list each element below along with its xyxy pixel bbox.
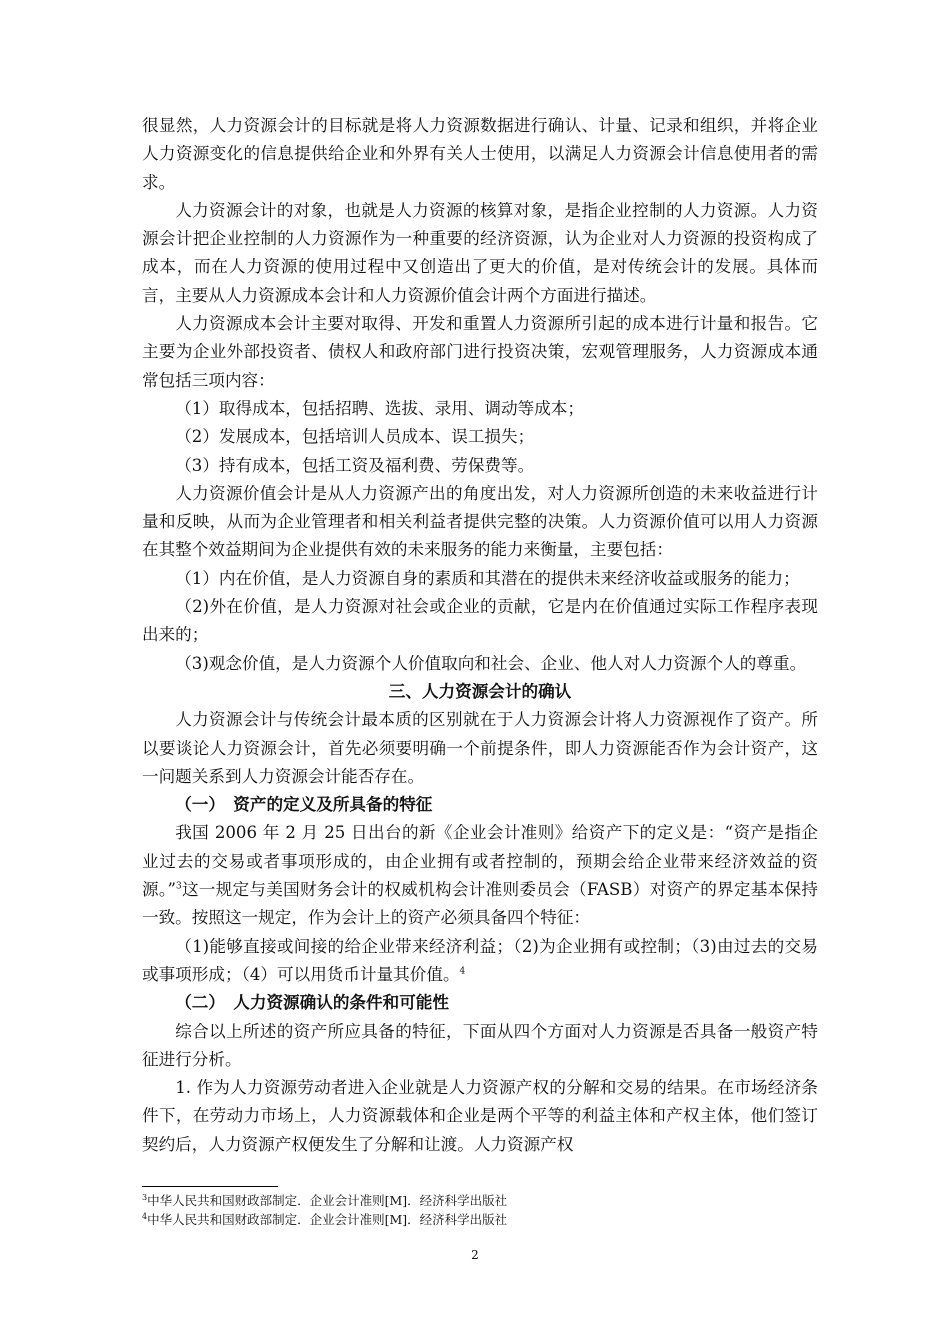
list-item-value-3: （3)观念价值，是人力资源个人价值取向和社会、企业、他人对人力资源个人的尊重。 bbox=[175, 653, 807, 673]
section-heading-recognition: 三、人力资源会计的确认 bbox=[388, 681, 572, 701]
list-item-cost-3: （3）持有成本，包括工资及福利费、劳保费等。 bbox=[175, 455, 535, 475]
asset-features-text: （1)能够直接或间接的给企业带来经济利益；（2)为企业拥有或控制；（3)由过去的交易或事项形成；（4）可以用货币计量其价值。 bbox=[142, 936, 818, 984]
footnote-text: 中华人民共和国财政部制定．企业会计准则[M]．经济科学出版社 bbox=[147, 1193, 508, 1208]
list-item-value-1: （1）内在价值，是人力资源自身的素质和其潜在的提供未来经济收益或服务的能力； bbox=[175, 568, 800, 588]
footnotes bbox=[142, 1191, 818, 1229]
list-item-cost-1: （1）取得成本，包括招聘、选拔、录用、调动等成本； bbox=[175, 398, 584, 418]
footnote-separator bbox=[142, 1186, 278, 1187]
paragraph-asset-features bbox=[142, 933, 818, 990]
paragraph-objective: 很显然，人力资源会计的目标就是将人力资源数据进行确认、计量、记录和组织，并将企业人力资源变化的信息提供给企业和外界有关人士使用，以满足人力资源会计信息使用者的需求。 bbox=[142, 116, 818, 192]
document-body bbox=[142, 112, 818, 1159]
asset-definition-text: 我国 2006 年 2 月 25 日出台的新《企业会计准则》给资产下的定义是：“资产是指企业过去的交易或者事项形成的，由企业拥有或者控制的，预期会给企业带来经济效益的资源。” bbox=[142, 823, 818, 900]
paragraph-analysis-1: 1. 作为人力资源劳动者进入企业就是人力资源产权的分解和交易的结果。在市场经济条件下，在劳动力市场上，人力资源载体和企业是两个平等的利益主体和产权主体，他们签订契约后，人力资源产权便发生了分解和让渡。人力资源产权 bbox=[142, 1078, 818, 1154]
subsection-heading-recognition-conditions: （二） 人力资源确认的条件和可能性 bbox=[175, 993, 449, 1013]
footnote-ref-4[interactable]: 4 bbox=[459, 966, 466, 977]
subsection-heading-asset-definition: （一） 资产的定义及所具备的特征 bbox=[175, 795, 433, 815]
paragraph-recognition-intro: 人力资源会计与传统会计最本质的区别就在于人力资源会计将人力资源视作了资产。所以要谈论人力资源会计，首先必须要明确一个前提条件，即人力资源能否作为会计资产，这一问题关系到人力资源会计能否存在。 bbox=[142, 710, 818, 786]
asset-definition-text-cont: 这一规定与美国财务会计的权威机构会计准则委员会（FASB）对资产的界定基本保持一致。按照这一规定，作为会计上的资产必须具备四个特征： bbox=[142, 880, 818, 928]
paragraph-asset-definition bbox=[142, 819, 818, 932]
footnote-text: 中华人民共和国财政部制定．企业会计准则[M]．经济科学出版社 bbox=[147, 1212, 508, 1227]
footnote-3 bbox=[142, 1191, 818, 1210]
paragraph-object: 人力资源会计的对象，也就是人力资源的核算对象，是指企业控制的人力资源。人力资源会计把企业控制的人力资源作为一种重要的经济资源，认为企业对人力资源的投资构成了成本，而在人力资源的使用过程中又创造出了更大的价值，是对传统会计的发展。具体而言，主要从人力资源成本会计和人力资源价值会计两个方面进行描述。 bbox=[142, 200, 818, 305]
footnote-mark: 4 bbox=[142, 1211, 148, 1221]
paragraph-value-accounting: 人力资源价值会计是从人力资源产出的角度出发，对人力资源所创造的未来收益进行计量和反映，从而为企业管理者和相关利益者提供完整的决策。人力资源价值可以用人力资源在其整个效益期间为企业提供有效的未来服务的能力来衡量，主要包括： bbox=[142, 483, 818, 560]
footnote-4 bbox=[142, 1210, 818, 1229]
paragraph-cost-accounting: 人力资源成本会计主要对取得、开发和重置人力资源所引起的成本进行计量和报告。它主要为企业外部投资者、债权人和政府部门进行投资决策，宏观管理服务，人力资源成本通常包括三项内容： bbox=[142, 314, 818, 390]
list-item-value-2: （2)外在价值，是人力资源对社会或企业的贡献，它是内在价值通过实际工作程序表现出来的； bbox=[142, 597, 818, 645]
footnote-ref-3[interactable]: 3 bbox=[175, 881, 182, 892]
page-number: 2 bbox=[471, 1248, 479, 1262]
footnote-mark: 3 bbox=[142, 1192, 148, 1202]
paragraph-analysis-intro: 综合以上所述的资产所应具备的特征，下面从四个方面对人力资源是否具备一般资产特征进行分析。 bbox=[142, 1021, 818, 1069]
list-item-cost-2: （2）发展成本，包括培训人员成本、误工损失； bbox=[175, 427, 535, 447]
